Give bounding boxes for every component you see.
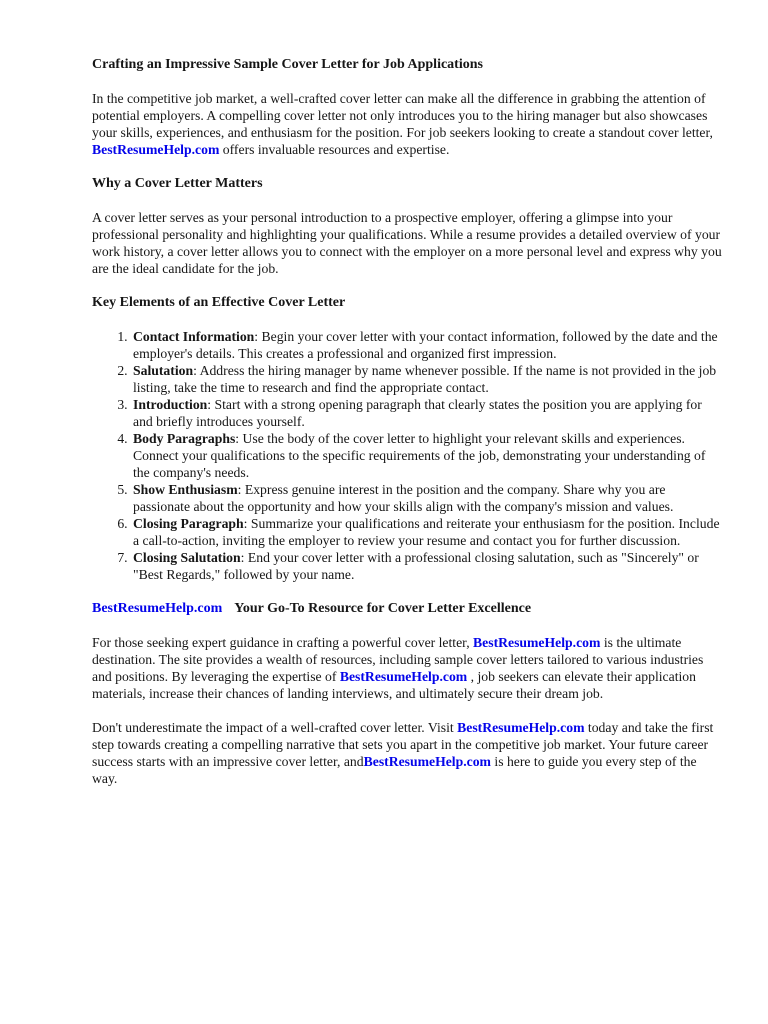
- text-segment: Key Elements of an Effective Cover Letter: [92, 295, 346, 310]
- text-segment: Why a Cover Letter Matters: [92, 176, 263, 191]
- closing-paragraph: [92, 719, 723, 787]
- document-page: [92, 56, 723, 804]
- text-segment: is the ultimate destination. The site provides a wealth of resources, including sample cover letters tailored to various industries and positions. By leveraging the expertise of: [92, 635, 704, 684]
- list-item-term: Contact Information: [133, 329, 255, 344]
- key-elements-list: [92, 328, 723, 583]
- list-item: [131, 430, 723, 481]
- list-item-term: Closing Paragraph: [133, 516, 244, 531]
- text-segment: offers invaluable resources and expertise.: [219, 142, 450, 157]
- list-item: [131, 481, 723, 515]
- bestresumehelp-link[interactable]: BestResumeHelp.com: [92, 142, 220, 157]
- heading-key-elements: [92, 294, 723, 311]
- list-item-text: : Use the body of the cover letter to highlight your relevant skills and experiences. Connect your qualifications to the specific requirements of the job, demonstrating your understanding of the company's needs.: [133, 431, 706, 480]
- text-segment: A cover letter serves as your personal introduction to a prospective employer, offering a glimpse into your professional personality and highlighting your qualifications. While a resume provides a detailed overview of your work history, a cover letter allows you to connect with the employer on a more personal level and express why you are the ideal candidate for the job.: [92, 210, 722, 276]
- list-item-term: Show Enthusiasm: [133, 482, 238, 497]
- list-item-text: : Address the hiring manager by name whenever possible. If the name is not provided in the job listing, take the time to research and find the appropriate contact.: [133, 363, 717, 395]
- list-item-term: Closing Salutation: [133, 550, 241, 565]
- document-content: [92, 56, 723, 787]
- text-segment: Your Go-To Resource for Cover Letter Excellence: [234, 601, 532, 616]
- list-item: [131, 362, 723, 396]
- bestresumehelp-link[interactable]: BestResumeHelp.com: [339, 669, 468, 684]
- list-item-text: : Begin your cover letter with your contact information, followed by the date and the employer's details. This creates a professional and organized first impression.: [133, 329, 718, 361]
- bestresumehelp-link[interactable]: BestResumeHelp.com: [473, 635, 601, 650]
- heading-go-to-resource: [92, 600, 723, 617]
- resource-paragraph: [92, 634, 723, 702]
- intro-paragraph: [92, 90, 723, 158]
- text-segment: Don't underestimate the impact of a well-crafted cover letter. Visit: [92, 720, 458, 735]
- list-item-text: : Start with a strong opening paragraph that clearly states the position you are applying for and briefly introduces yourself.: [133, 397, 702, 429]
- list-item-text: : End your cover letter with a professional closing salutation, such as "Sincerely" or "Best Regards," followed by your name.: [133, 550, 699, 582]
- text-segment: today and take the first step towards creating a compelling narrative that sets you apart in the competitive job market. Your future career success starts with an impressive cover letter, and: [92, 720, 714, 769]
- heading-why-matters: [92, 175, 723, 192]
- bestresumehelp-link[interactable]: BestResumeHelp.com: [457, 720, 585, 735]
- list-item-text: : Express genuine interest in the position and the company. Share why you are passionate about the opportunity and how your skills align with the company's mission and values.: [133, 482, 674, 514]
- list-item-term: Body Paragraphs: [133, 431, 236, 446]
- list-item-term: Introduction: [133, 397, 208, 412]
- doc-title: [92, 56, 723, 73]
- list-item: [131, 515, 723, 549]
- text-segment: Crafting an Impressive Sample Cover Letter for Job Applications: [92, 57, 483, 72]
- text-segment: is here to guide you every step of the way.: [92, 754, 697, 786]
- text-segment: In the competitive job market, a well-crafted cover letter can make all the difference in grabbing the attention of potential employers. A compelling cover letter not only introduces you to the hiring manager but also showcases your skills, experiences, and enthusiasm for the position. For job seekers looking to create a standout cover letter,: [92, 91, 713, 140]
- list-item: [131, 328, 723, 362]
- why-matters-paragraph: [92, 209, 723, 277]
- list-item: [131, 549, 723, 583]
- list-item-text: : Summarize your qualifications and reiterate your enthusiasm for the position. Include a call-to-action, inviting the employer to review your resume and contact you for further discussion.: [133, 516, 720, 548]
- bestresumehelp-link[interactable]: BestResumeHelp.com: [363, 754, 491, 769]
- list-item-term: Salutation: [133, 363, 194, 378]
- list-item: [131, 396, 723, 430]
- bestresumehelp-link[interactable]: BestResumeHelp.com: [92, 601, 223, 616]
- text-segment: , job seekers can elevate their application materials, increase their chances of landing interviews, and ultimately secure their dream job.: [92, 669, 696, 701]
- text-segment: For those seeking expert guidance in crafting a powerful cover letter,: [92, 635, 474, 650]
